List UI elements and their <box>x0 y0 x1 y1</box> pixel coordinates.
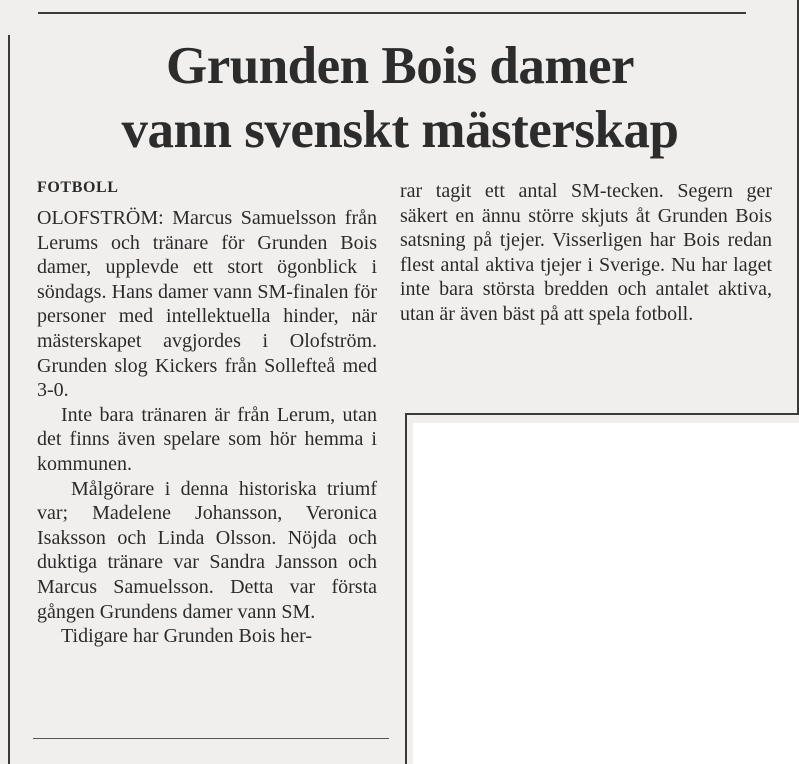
article-headline <box>20 34 780 162</box>
article-column-left <box>37 206 377 649</box>
headline-line-2: vann svenskt mästerskap <box>121 101 679 159</box>
clipping-top-border <box>38 12 746 14</box>
body-paragraph-2: Inte bara tränaren är från Lerum, utan det finns även spelare som hör hemma i kommunen. <box>37 403 377 475</box>
clipping-left-border <box>8 35 10 764</box>
article-column-right <box>400 179 772 327</box>
body-paragraph-1: OLOFSTRÖM: Marcus Samuelsson från Lerums och tränare för Grunden Bois damer, upplevde ett stort ögonblick i söndags. Hans damer vann SM-finalen för personer med intellektuella hinder, när mästerskapet avgjordes i Olofström. Grunden slog Kickers från Sollefteå med 3-0. <box>37 207 377 402</box>
headline-line-1: Grunden Bois damer <box>165 37 635 95</box>
body-paragraph-4: Tidigare har Grunden Bois her- <box>61 625 313 648</box>
clipping-step-border <box>405 413 799 415</box>
body-paragraph-3: Målgörare i denna historiska triumf var; Madelene Johansson, Veronica Isaksson och Linda Olsson. Nöjda och duktiga tränare var Sandra Jansson och Marcus Samuelsson. Detta var första gången Grundens damer vann SM. <box>37 477 377 623</box>
cutout-blank-area <box>413 423 799 764</box>
clipping-cutout-border <box>405 413 407 764</box>
section-kicker: FOTBOLL <box>37 179 119 196</box>
body-paragraph-4-continued: rar tagit ett antal SM-tecken. Segern ger säkert en ännu större skjuts åt Grunden Bois satsning på tjejer. Visserligen har Bois redan flest antal aktiva tjejer i Sverige. Nu har laget inte bara största bredden och antalet aktiva, utan är även bäst på att spela fotboll. <box>400 180 772 325</box>
column-bottom-rule <box>33 738 389 739</box>
